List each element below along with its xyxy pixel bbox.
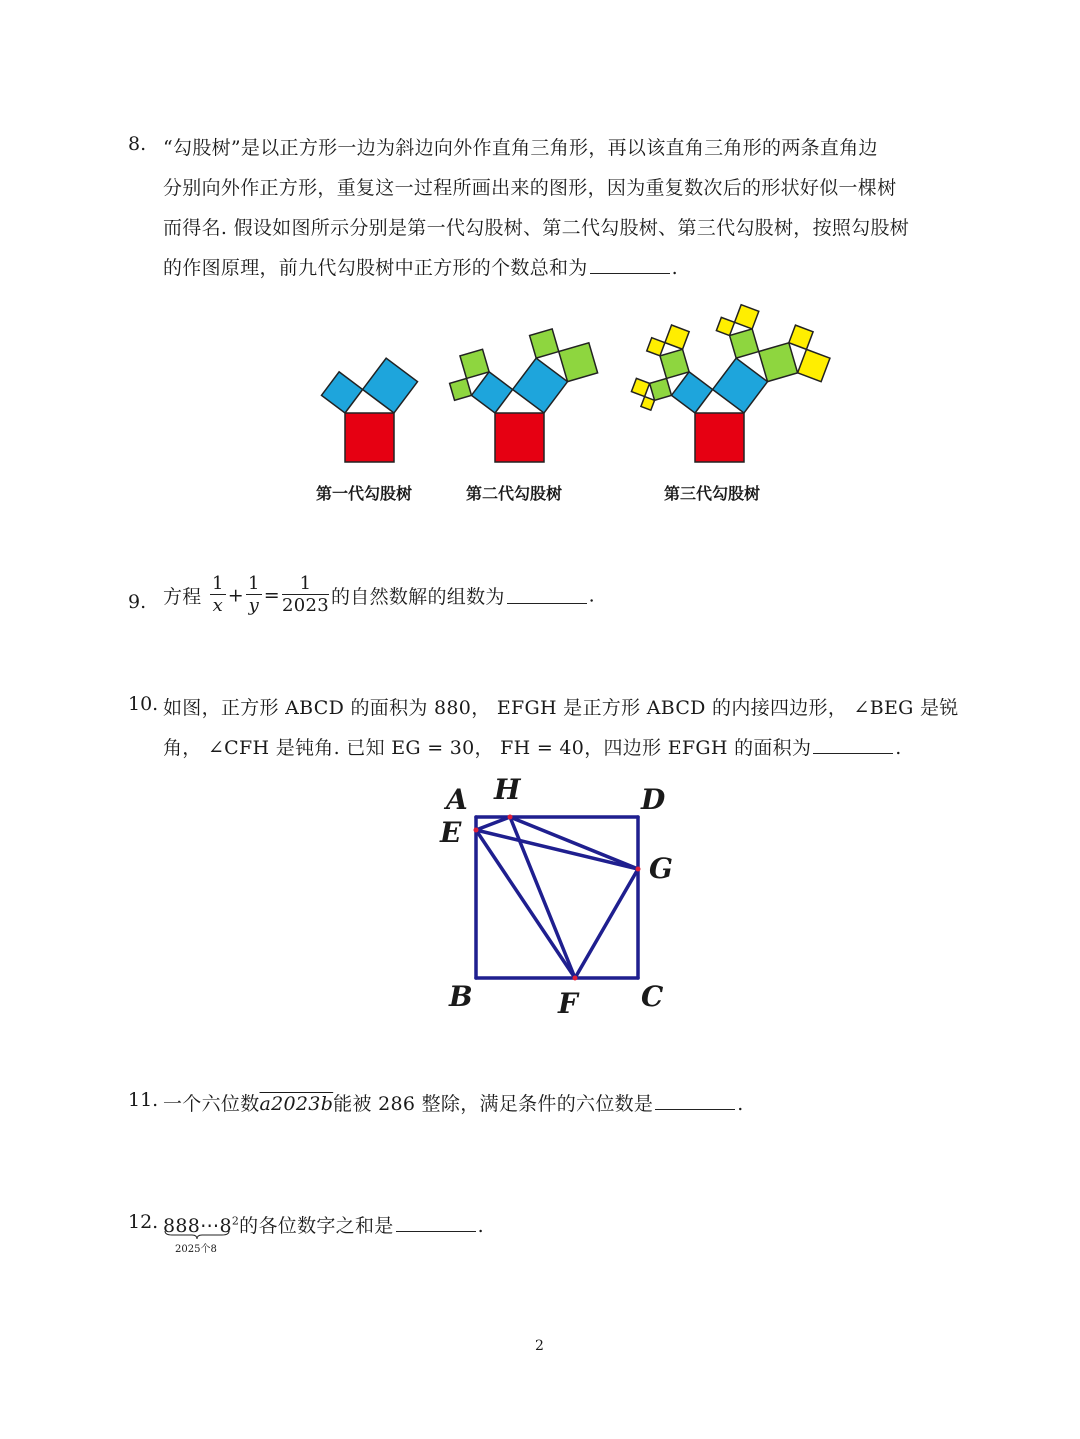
tree-square-gen1 xyxy=(321,372,362,413)
q12-exponent: 2 xyxy=(231,1214,240,1228)
frac2-denominator: y xyxy=(248,595,260,616)
underbrace-label: 2025个8 xyxy=(175,1244,217,1255)
overline-number: a2023b xyxy=(259,1093,334,1115)
segment-GF xyxy=(575,869,638,978)
tree-square-gen1 xyxy=(471,372,512,413)
tree-square-gen2 xyxy=(730,329,759,358)
q12-base: 888⋯8 xyxy=(163,1215,232,1237)
tree-square-gen2 xyxy=(660,349,689,378)
q11-period: . xyxy=(737,1093,744,1115)
q8-number: 8. xyxy=(128,133,147,155)
q10-line-1: 如图，正方形 ABCD 的面积为 880， EFGH 是正方形 ABCD 的内接四边形， ∠BEG 是锐 xyxy=(163,697,959,719)
answer-blank xyxy=(655,1093,735,1110)
fraction-1-over-x xyxy=(210,574,226,617)
pythagoras-trees xyxy=(321,305,829,462)
q8-line-4-text: 的作图原理，前九代勾股树中正方形的个数总和为 xyxy=(163,257,588,279)
tree-square-gen1 xyxy=(713,358,768,413)
tree-square-gen3 xyxy=(735,305,759,329)
q9-prefix: 方程 xyxy=(163,586,202,608)
q11-prefix: 一个六位数 xyxy=(163,1093,260,1115)
answer-blank xyxy=(507,587,587,604)
q8-period: . xyxy=(671,257,678,279)
tree-square-gen2 xyxy=(460,349,489,378)
point-G xyxy=(636,867,641,872)
fraction-1-over-2023 xyxy=(282,574,329,617)
q9-period: . xyxy=(588,584,596,607)
caption-gen3: 第三代勾股树 xyxy=(664,484,761,503)
tree-square-gen0 xyxy=(695,413,744,462)
page-number: 2 xyxy=(535,1338,544,1354)
caption-gen1: 第一代勾股树 xyxy=(316,484,413,503)
point-F xyxy=(573,976,578,981)
tree-square-gen1 xyxy=(363,358,418,413)
label-A: A xyxy=(446,783,468,816)
pythagoras-tree-figure xyxy=(0,0,1080,520)
frac1-numerator: 1 xyxy=(211,573,224,594)
q9-equation xyxy=(163,574,595,617)
tree-square-gen2 xyxy=(559,343,598,382)
frac3-denominator: 2023 xyxy=(281,595,329,616)
q11-number: 11. xyxy=(128,1089,159,1111)
tree-square-gen2 xyxy=(650,378,672,400)
q10-line-2 xyxy=(163,733,902,760)
label-E: E xyxy=(440,816,462,849)
tree-square-gen3 xyxy=(631,378,649,396)
label-F: F xyxy=(558,987,578,1020)
underbrace xyxy=(164,1230,230,1240)
tree-square-gen3 xyxy=(789,325,813,349)
q8-line-2: 分别向外作正方形，重复这一过程所画出来的图形，因为重复数次后的形状好似一棵树 xyxy=(163,177,897,199)
label-G: G xyxy=(649,852,673,885)
frac3-numerator: 1 xyxy=(282,574,329,595)
label-B: B xyxy=(449,980,473,1013)
tree-square-gen3 xyxy=(798,349,830,381)
q10-line-2-text: 角， ∠CFH 是钝角. 已知 EG = 30， FH = 40，四边形 EFGH 的面积为 xyxy=(163,737,812,759)
fraction-1-over-y xyxy=(246,574,262,617)
caption-gen2: 第二代勾股树 xyxy=(466,484,563,503)
q12-suffix: 的各位数字之和是 xyxy=(239,1215,394,1237)
q12-number: 12. xyxy=(128,1211,159,1233)
label-C: C xyxy=(641,980,664,1013)
tree-square-gen2 xyxy=(530,329,559,358)
point-H xyxy=(508,815,513,820)
tree-square-gen3 xyxy=(647,338,665,356)
q9-number: 9. xyxy=(128,591,147,613)
tree-square-gen3 xyxy=(716,317,734,335)
q8-line-1: “勾股树”是以正方形一边为斜边向外作直角三角形，再以该直角三角形的两条直角边 xyxy=(163,137,878,159)
point-E xyxy=(474,828,479,833)
q10-period: . xyxy=(895,737,902,759)
segment-EH xyxy=(476,817,510,830)
q8-line-3: 而得名. 假设如图所示分别是第一代勾股树、第二代勾股树、第三代勾股树，按照勾股树 xyxy=(163,217,910,239)
q11-line xyxy=(163,1089,744,1116)
q9-suffix: 的自然数解的组数为 xyxy=(330,586,505,608)
q11-suffix: 能被 286 整除，满足条件的六位数是 xyxy=(333,1093,654,1115)
tree-square-gen2 xyxy=(450,378,472,400)
tree-square-gen1 xyxy=(671,372,712,413)
tree-square-gen0 xyxy=(345,413,394,462)
tree-square-gen3 xyxy=(641,397,655,411)
label-D: D xyxy=(641,783,666,816)
frac1-denominator: x xyxy=(212,595,224,616)
label-H: H xyxy=(494,773,521,806)
q12-period: . xyxy=(477,1215,484,1237)
tree-square-gen2 xyxy=(759,343,798,382)
q10-number: 10. xyxy=(128,693,159,715)
equals-sign: = xyxy=(263,584,280,607)
plus-sign: + xyxy=(227,584,244,607)
tree-square-gen1 xyxy=(513,358,568,413)
square-geometry xyxy=(474,815,641,981)
frac2-numerator: 1 xyxy=(247,573,260,594)
answer-blank xyxy=(813,737,893,754)
tree-square-gen3 xyxy=(665,325,689,349)
answer-blank xyxy=(396,1215,476,1232)
tree-square-gen0 xyxy=(495,413,544,462)
